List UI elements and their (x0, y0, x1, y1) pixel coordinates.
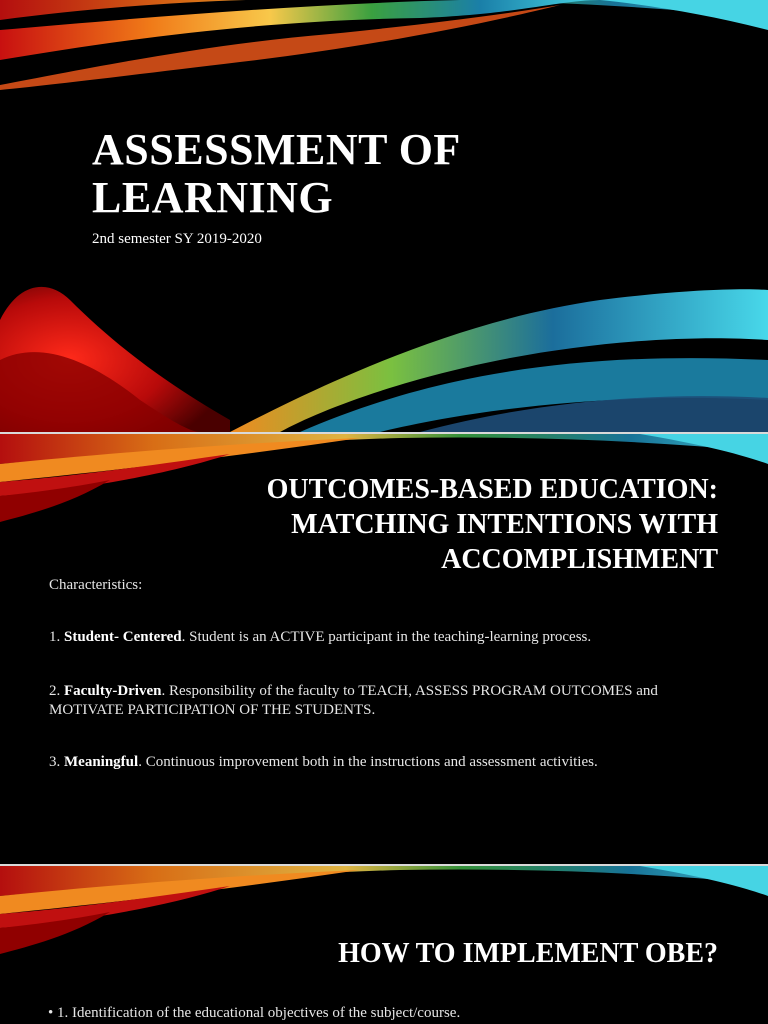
list-item (48, 1005, 460, 1022)
slide-title-line: LEARNING (92, 173, 334, 222)
item-description: . Continuous improvement both in the instructions and assessment activities. (138, 754, 598, 770)
item-description: . Student is an ACTIVE participant in the teaching-learning process. (181, 629, 592, 645)
slide-title-line: ACCOMPLISHMENT (441, 544, 718, 575)
slide-title-line: ASSESSMENT OF (92, 125, 461, 174)
bullet-dot-icon: • (48, 1005, 54, 1021)
content-slide (0, 866, 768, 1024)
list-item-text: 1. Identification of the educational objectives of the subject/course. (57, 1005, 461, 1021)
title-slide (0, 0, 768, 432)
characteristics-label: Characteristics: (49, 577, 143, 593)
item-term: Meaningful (64, 754, 139, 770)
list-item (49, 628, 729, 647)
slide-title (158, 472, 718, 577)
item-number: 1. (49, 629, 64, 645)
list-item (49, 753, 729, 772)
item-term: Student- Centered (64, 629, 182, 645)
slide-title-line: OUTCOMES-BASED EDUCATION: (266, 474, 718, 505)
item-term: Faculty-Driven (64, 683, 162, 699)
slide-title: HOW TO IMPLEMENT OBE? (338, 938, 718, 969)
content-slide (0, 434, 768, 864)
slide-subtitle: 2nd semester SY 2019-2020 (92, 231, 262, 247)
list-item (49, 682, 729, 720)
slide-title (92, 126, 612, 222)
item-number: 2. (49, 683, 64, 699)
item-description: . Responsibility of the faculty to TEACH, ASSESS PROGRAM OUTCOMES and MOTIVATE PARTICIPATION OF THE STUDENTS. (49, 683, 658, 718)
slide-title-line: MATCHING INTENTIONS WITH (291, 509, 718, 540)
item-number: 3. (49, 754, 64, 770)
slide-body (49, 576, 729, 772)
